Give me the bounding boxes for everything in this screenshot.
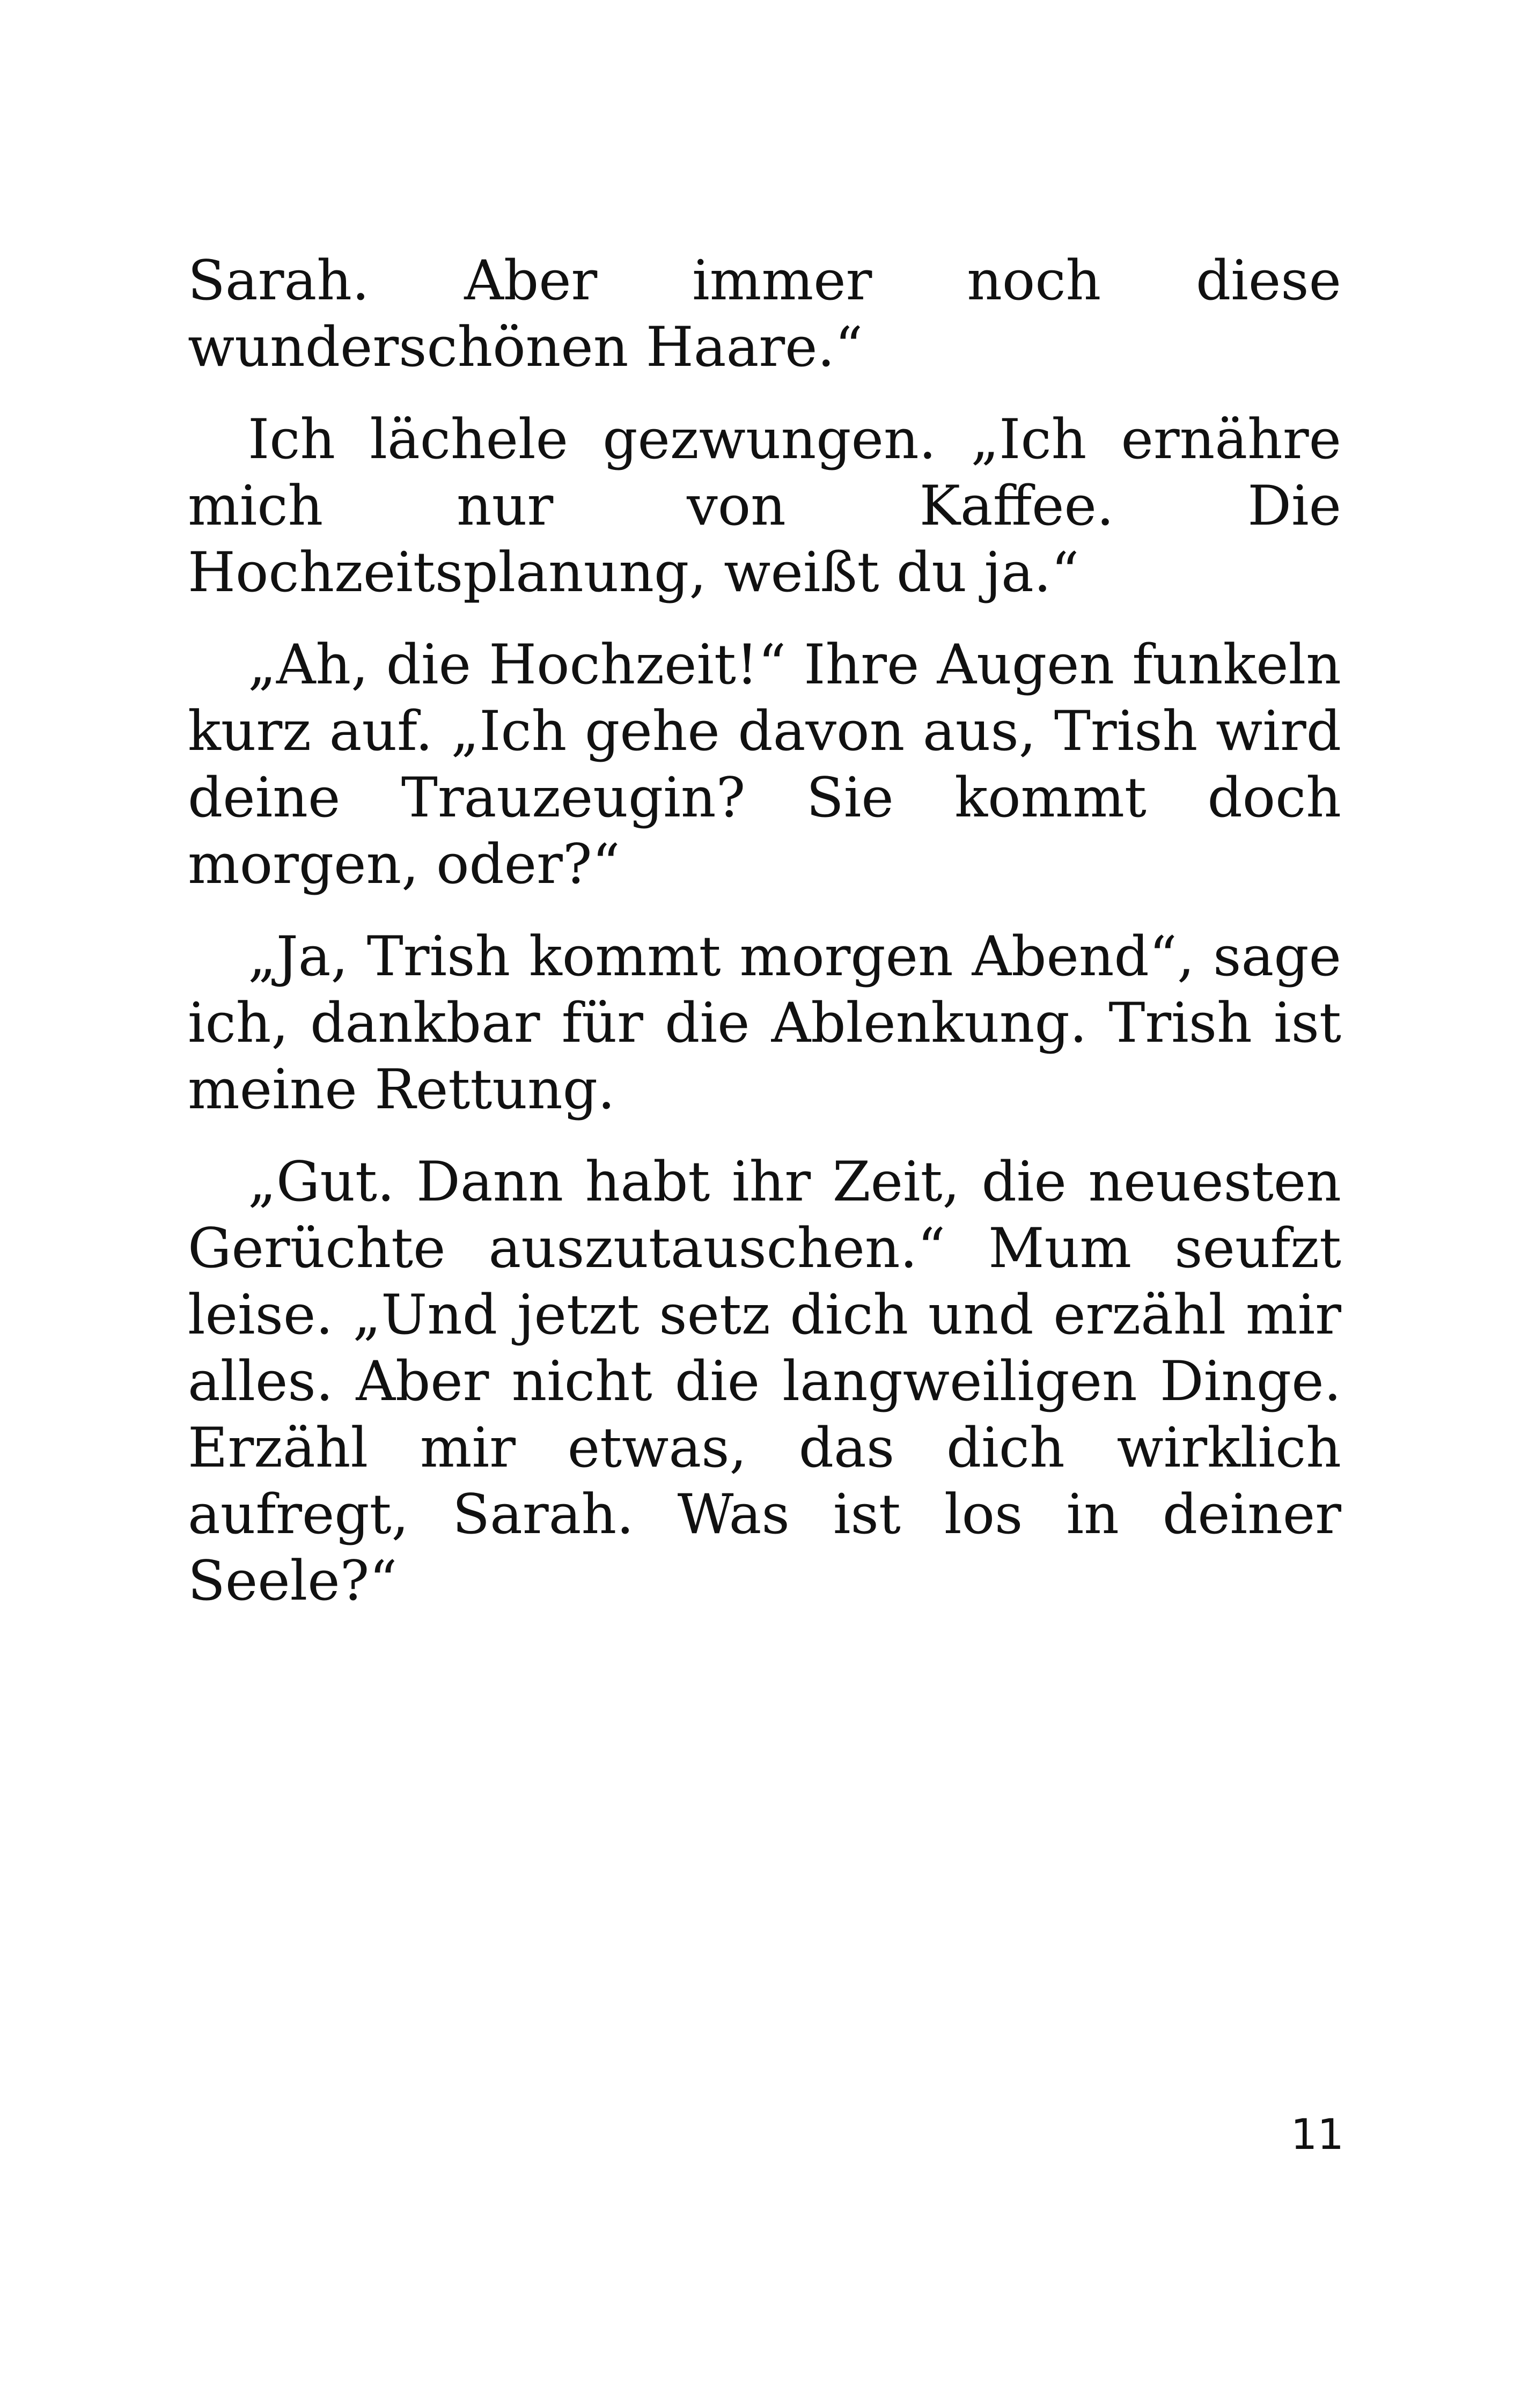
- paragraph: Sarah. Aber immer noch diese wunderschönen Haare.“: [188, 249, 1341, 379]
- body-text: [188, 248, 1341, 1640]
- page-number: 11: [1290, 2111, 1344, 2159]
- paragraph: „Ah, die Hochzeit!“ Ihre Augen funkeln kurz auf. „Ich gehe davon aus, Trish wird deine Trauzeugin? Sie kommt doch morgen, oder?“: [188, 633, 1341, 896]
- paragraph: Ich lächele gezwungen. „Ich ernähre mich nur von Kaffee. Die Hochzeitsplanung, weißt du ja.“: [188, 408, 1341, 605]
- paragraph: „Gut. Dann habt ihr Zeit, die neuesten Gerüchte auszutauschen.“ Mum seufzt leise. „Und jetzt setz dich und erzähl mir alles. Aber nicht die langweiligen Dinge. Erzähl mir etwas, das dich wirklich aufregt, Sarah. Was ist los in deiner Seele?“: [188, 1150, 1341, 1613]
- paragraph: „Ja, Trish kommt morgen Abend“, sage ich, dankbar für die Ablenkung. Trish ist meine Rettung.: [188, 925, 1341, 1122]
